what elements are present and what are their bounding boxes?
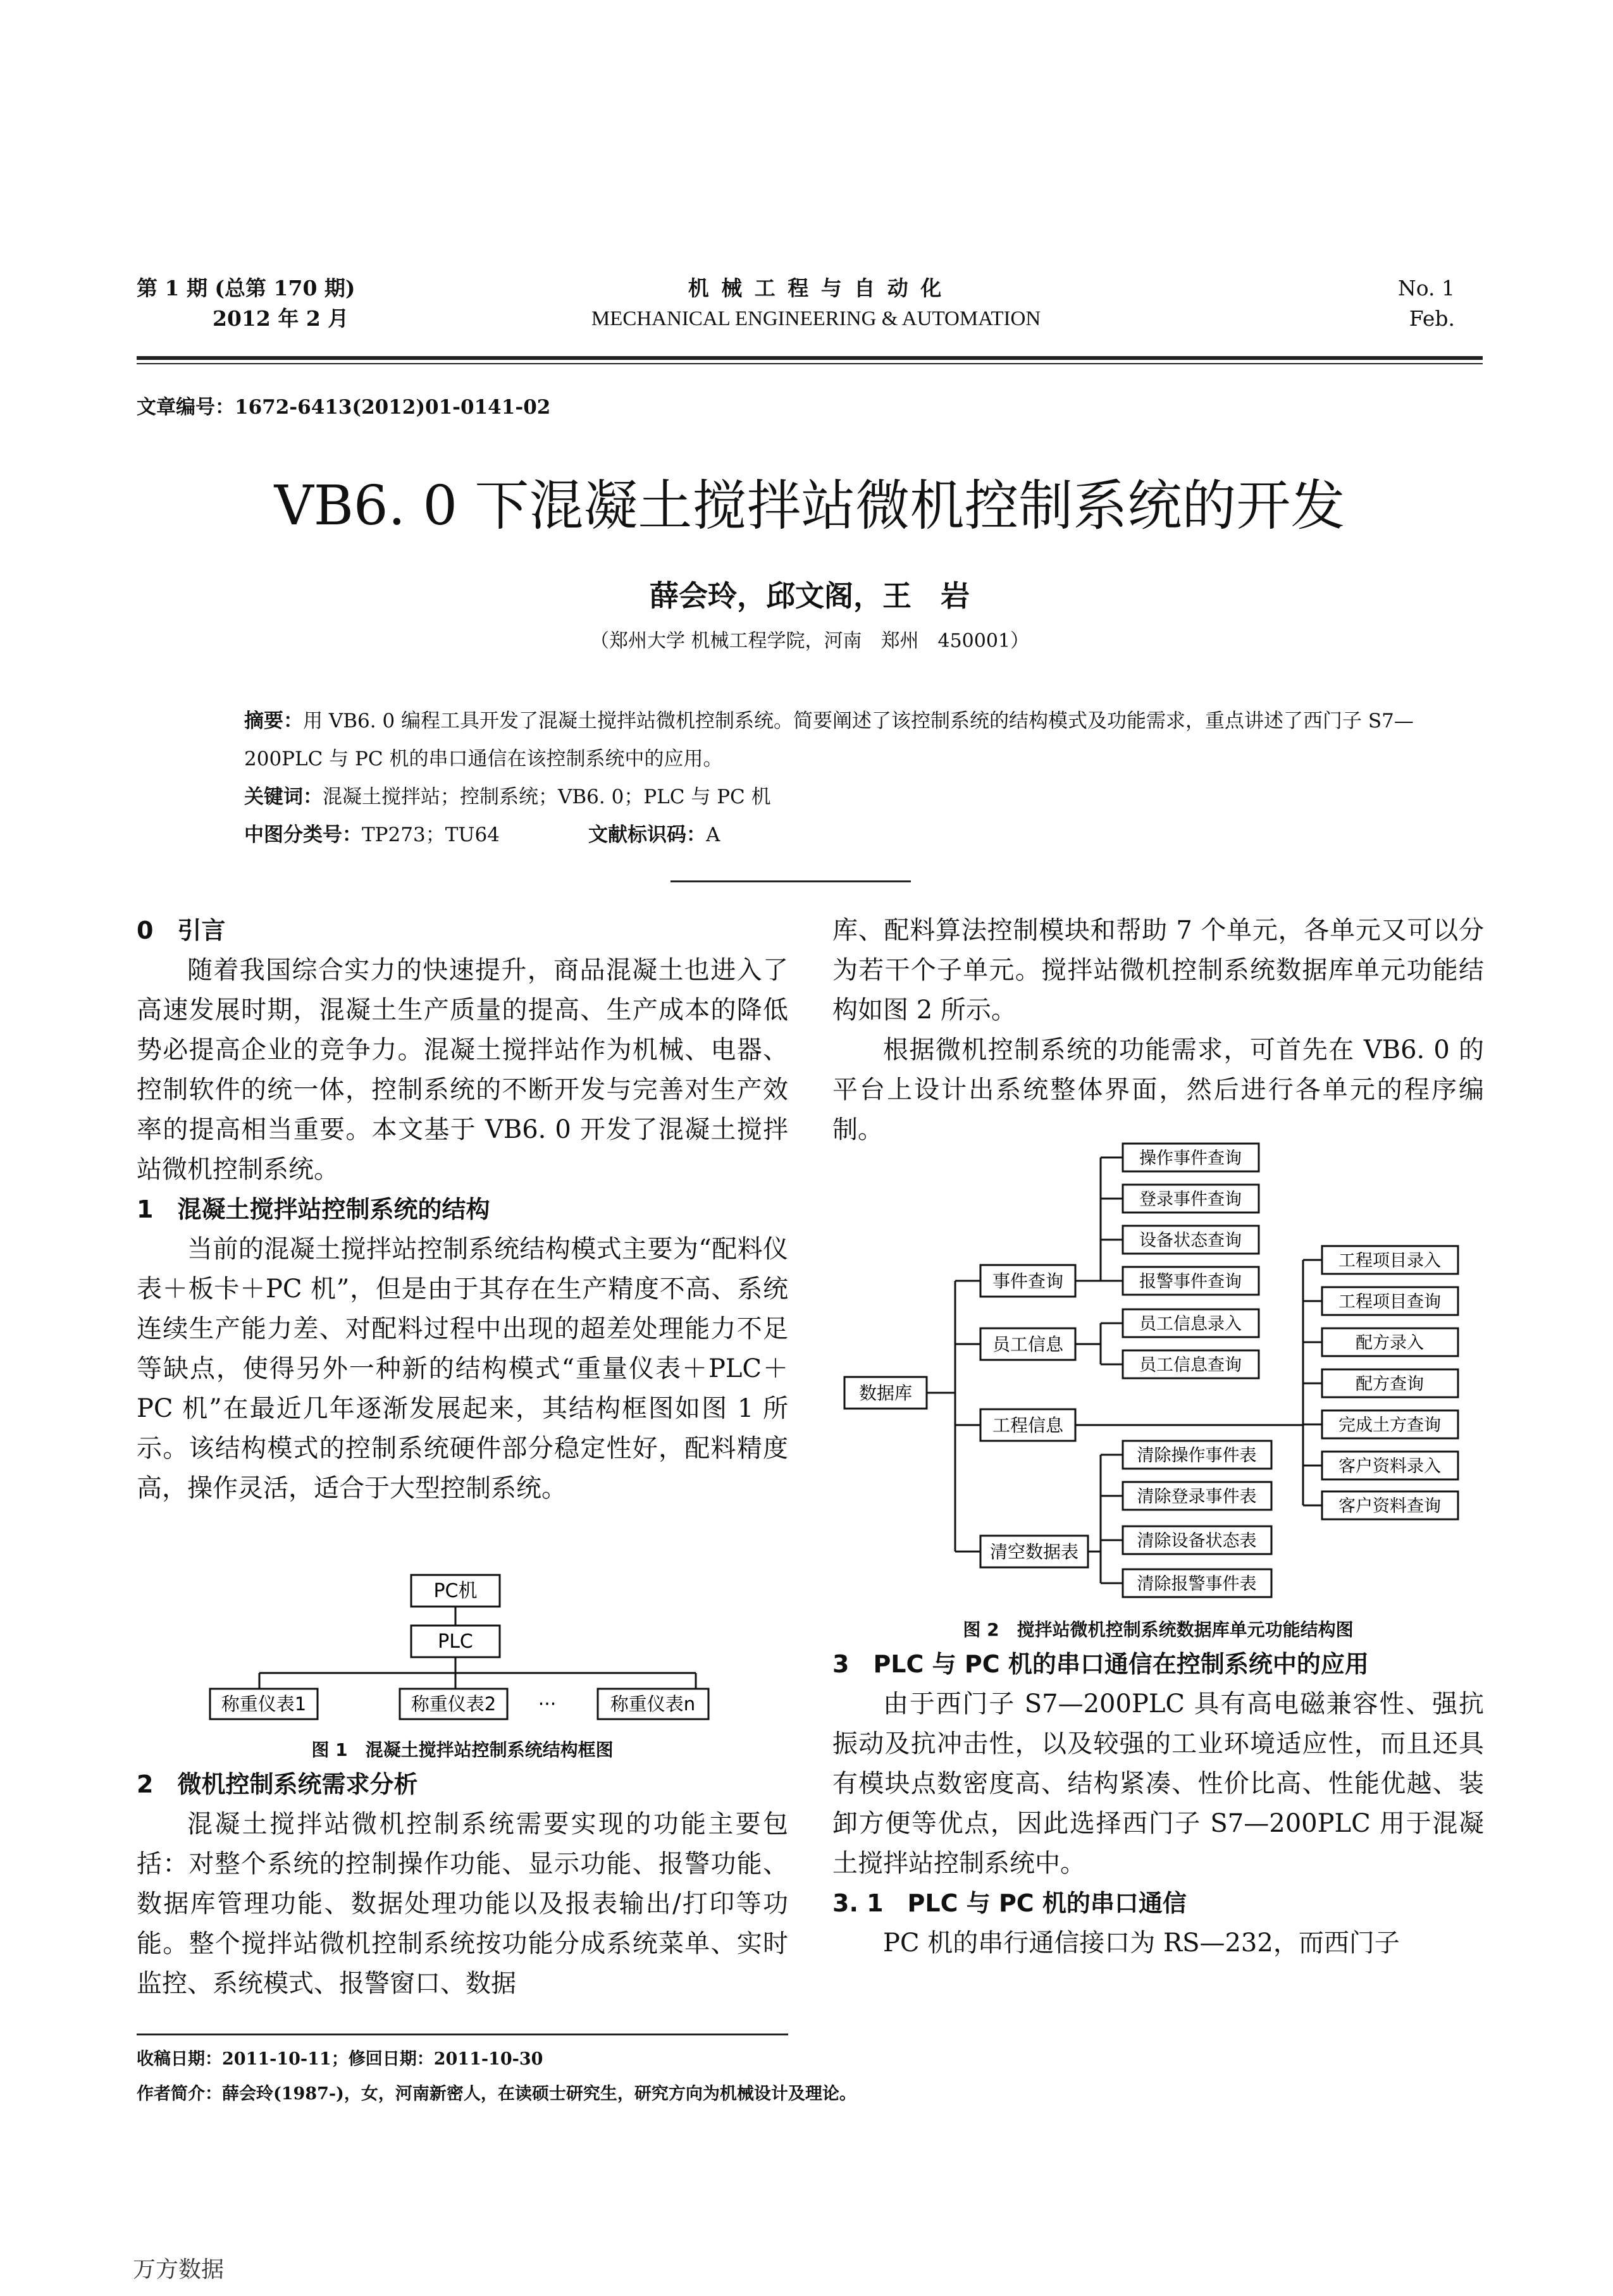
fig2-clear-item-4-label: 清除报警事件表 [1137, 1574, 1257, 1594]
fig2-event-item-1-label: 操作事件查询 [1139, 1149, 1242, 1168]
fig2-staff-item-1-label: 员工信息录入 [1139, 1314, 1242, 1334]
issue-info [137, 273, 355, 334]
issue-month-en: Feb. [1409, 306, 1455, 331]
fig2-project-item-3-label: 配方录入 [1356, 1333, 1424, 1353]
right-column-bottom [832, 1645, 1484, 1963]
fig2-project-item-5-label: 完成土方查询 [1338, 1416, 1441, 1435]
fig1-pc-label: PC机 [433, 1580, 478, 1602]
issue-no-en: No. 1 [1397, 276, 1455, 300]
fig1-inst2-label: 称重仪表2 [411, 1693, 497, 1715]
section-2-paragraph: 混凝土搅拌站微机控制系统需要实现的功能主要包括：对整个系统的控制操作功能、显示功能、报警功能、数据库管理功能、数据处理功能以及报表输出/打印等功能。整个搅拌站微机控制系统按功能分成系统菜单、实时监控、系统模式、报警窗口、数据 [137, 1810, 788, 1998]
keywords [244, 778, 1433, 816]
fig2-project-item-1-label: 工程项目录入 [1338, 1251, 1441, 1271]
fig1-instn-label: 称重仪表n [610, 1693, 696, 1715]
fig2-staff-item-2-label: 员工信息查询 [1139, 1355, 1242, 1375]
fig2-event-item-2-label: 登录事件查询 [1139, 1190, 1242, 1209]
left-column-top [137, 911, 788, 1509]
fig2-project-item-4-label: 配方查询 [1356, 1374, 1424, 1394]
issue-number: 第 1 期 (总第 170 期) [137, 276, 355, 300]
received-dates: 收稿日期：2011-10-11；修回日期：2011-10-30 [137, 2049, 543, 2069]
fig2-branch-events-label: 事件查询 [992, 1271, 1064, 1292]
footnote-rule [137, 2034, 788, 2035]
fig2-event-item-4-label: 报警事件查询 [1139, 1272, 1242, 1292]
issue-en [1373, 273, 1455, 334]
section-0-paragraph: 随着我国综合实力的快速提升，商品混凝土也进入了高速发展时期，混凝土生产质量的提高、生产成本的降低势必提高企业的竞争力。混凝土搅拌站作为机械、电器、控制软件的统一体，控制系统的不断开发与完善对生产效率的提高相当重要。本文基于 VB6. 0 开发了混凝土搅拌站微机控制系统。 [137, 956, 788, 1184]
abstract-rule [671, 880, 911, 882]
fig2-event-item-3-label: 设备状态查询 [1139, 1231, 1242, 1250]
article-number: 文章编号：1672-6413(2012)01-0141-02 [137, 396, 551, 419]
fig2-clear-item-3-label: 清除设备状态表 [1137, 1531, 1257, 1551]
section-1-paragraph: 当前的混凝土搅拌站控制系统结构模式主要为“配料仪表＋板卡＋PC 机”，但是由于其存在生产精度不高、系统连续生产能力差、对配料过程中出现的超差处理能力不足等缺点，使得另外一种新的结构模式“重量仪表＋PLC＋PC 机”在最近几年逐渐发展起来，其结构框图如图 1 所示。该结构模式的控制系统硬件部分稳定性好，配料精度高，操作灵活，适合于大型控制系统。 [137, 1235, 788, 1503]
fig2-project-item-7-label: 客户资料查询 [1338, 1497, 1441, 1516]
figure-1-caption: 图 1 混凝土搅拌站控制系统结构框图 [311, 1739, 614, 1760]
section-1-heading: 1 混凝土搅拌站控制系统的结构 [137, 1195, 490, 1223]
fig1-inst1-label: 称重仪表1 [221, 1693, 307, 1715]
journal-name-en: MECHANICAL ENGINEERING & AUTOMATION [591, 307, 1041, 330]
section-3-1-paragraph: PC 机的串行通信接口为 RS—232，而西门子 [883, 1929, 1400, 1958]
authors: 薛会玲，邱文阁，王 岩 [650, 579, 970, 613]
fig2-branch-staff-label: 员工信息 [992, 1334, 1064, 1355]
continued-paragraph: 库、配料算法控制模块和帮助 7 个单元，各单元又可以分为若干个子单元。搅拌站微机控制系统数据库单元功能结构如图 2 所示。 [832, 916, 1484, 1025]
keywords-label: 关键词： [244, 786, 323, 808]
paper-title: VB6. 0 下混凝土搅拌站微机控制系统的开发 [274, 474, 1345, 538]
fig1-plc-label: PLC [438, 1631, 473, 1653]
keywords-text: 混凝土搅拌站；控制系统；VB6. 0；PLC 与 PC 机 [323, 786, 771, 808]
issue-date: 2012 年 2 月 [213, 306, 349, 331]
journal-name-cn: 机 械 工 程 与 自 动 化 [688, 276, 944, 300]
fig2-root-label: 数据库 [858, 1383, 913, 1404]
fig1-dots: ··· [538, 1693, 557, 1715]
doc-code-label: 文献标识码： [588, 824, 706, 846]
abstract-label: 摘要： [244, 710, 303, 732]
fig2-clear-item-2-label: 清除登录事件表 [1137, 1487, 1257, 1507]
section-0-heading: 0 引言 [137, 917, 226, 944]
section-3-1-heading: 3. 1 PLC 与 PC 机的串口通信 [832, 1889, 1187, 1917]
header-rule [137, 356, 1483, 364]
right-column-top [832, 911, 1484, 1150]
left-column-bottom [137, 1765, 788, 2004]
fig2-branch-project-label: 工程信息 [992, 1415, 1064, 1436]
figure-2-caption: 图 2 搅拌站微机控制系统数据库单元功能结构图 [963, 1619, 1354, 1640]
watermark: 万方数据 [133, 2257, 225, 2283]
section-3-heading: 3 PLC 与 PC 机的串口通信在控制系统中的应用 [832, 1650, 1369, 1678]
section-3-paragraph: 由于西门子 S7—200PLC 具有高电磁兼容性、强抗振动及抗冲击性，以及较强的工业环境适应性，而且还具有模块点数密度高、结构紧凑、性价比高、性能优越、装卸方便等优点，因此选择西门子 S7—200PLC 用于混凝土搅拌站控制系统中。 [832, 1689, 1484, 1878]
class-label: 中图分类号： [244, 824, 362, 846]
fig2-project-item-6-label: 客户资料录入 [1338, 1457, 1441, 1476]
class-text: TP273；TU64 [362, 824, 500, 846]
fig2-clear-item-1-label: 清除操作事件表 [1137, 1446, 1257, 1466]
ui-design-paragraph: 根据微机控制系统的功能需求，可首先在 VB6. 0 的平台上设计出系统整体界面，然后进行各单元的程序编制。 [832, 1035, 1484, 1144]
section-2-heading: 2 微机控制系统需求分析 [137, 1770, 418, 1798]
doc-code: A [705, 824, 720, 846]
classification [244, 816, 1433, 854]
fig2-project-item-2-label: 工程项目查询 [1338, 1292, 1441, 1312]
figure-2 [835, 1139, 1480, 1607]
figure-1 [202, 1572, 759, 1730]
journal-name [493, 273, 1139, 334]
abstract-text: 用 VB6. 0 编程工具开发了混凝土搅拌站微机控制系统。简要阐述了该控制系统的结构模式及功能需求，重点讲述了西门子 S7—200PLC 与 PC 机的串口通信在该控制系统中的应用。 [244, 710, 1414, 770]
fig2-branch-clear-label: 清空数据表 [989, 1541, 1079, 1562]
author-bio: 作者简介：薛会玲(1987-)，女，河南新密人，在读硕士研究生，研究方向为机械设计及理论。 [137, 2084, 856, 2104]
affiliation: （郑州大学 机械工程学院，河南 郑州 450001） [590, 630, 1030, 652]
abstract [244, 702, 1433, 778]
